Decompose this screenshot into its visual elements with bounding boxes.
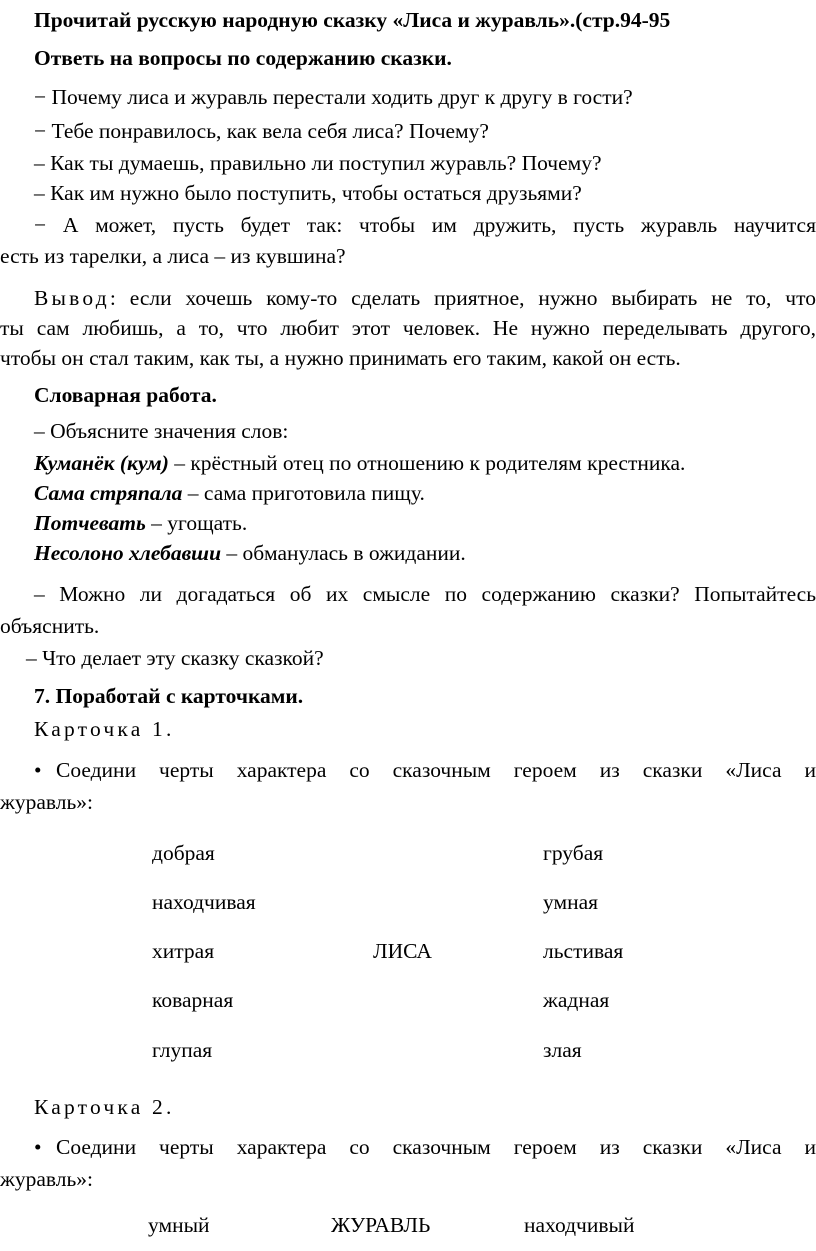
question-3: – Как ты думаешь, правильно ли поступил журавль? Почему?: [34, 151, 602, 175]
card-1-label: Карточка 1.: [34, 717, 175, 741]
vocab-intro: – Объясните значения слов:: [34, 419, 289, 443]
vocab-question-2: – Что делает эту сказку сказкой?: [26, 646, 324, 670]
question-5-continued: есть из тарелки, а лиса – из кувшина?: [0, 244, 346, 268]
card-1-trait-right: умная: [543, 890, 599, 914]
vocab-term: Несолоно хлебавши: [34, 541, 222, 565]
question-4: – Как им нужно было поступить, чтобы остаться друзьями?: [34, 181, 582, 205]
card-1-task-text: Соедини черты характера со сказочным героем из сказки «Лиса и: [56, 758, 816, 782]
card-2-trait-right: находчивый: [524, 1213, 635, 1237]
conclusion-label: Вывод: [34, 286, 110, 310]
card-1-trait-right: льстивая: [543, 939, 624, 963]
question-2: − Тебе понравилось, как вела себя лиса? Почему?: [34, 119, 489, 143]
card-1-task: [34, 760, 816, 782]
vocab-item: [34, 543, 466, 565]
question-1: − Почему лиса и журавль перестали ходить друг к другу в гости?: [34, 85, 633, 109]
card-1-trait-right: злая: [543, 1038, 582, 1062]
bullet-icon: •: [34, 758, 42, 782]
bullet-icon: •: [34, 1135, 42, 1159]
conclusion-text-1: : если хочешь кому-то сделать приятное, нужно выбирать не то, что: [109, 286, 816, 310]
card-2-task-continued: журавль»:: [0, 1167, 94, 1191]
card-1-trait-left: глупая: [152, 1038, 213, 1062]
page-title: Прочитай русскую народную сказку «Лиса и журавль».(стр.94-95: [34, 8, 671, 32]
conclusion-line-1: [34, 288, 816, 310]
vocab-item: [34, 513, 247, 535]
card-1-trait-left: находчивая: [152, 890, 256, 914]
vocab-item: [34, 453, 685, 475]
card-1-hero: ЛИСА: [373, 939, 432, 963]
vocab-definition: – обманулась в ожидании.: [221, 541, 466, 565]
vocab-definition: – крёстный отец по отношению к родителям крестника.: [168, 451, 686, 475]
card-1-trait-left: добрая: [152, 841, 215, 865]
vocab-term: Сама стряпала: [34, 481, 183, 505]
conclusion-line-2: ты сам любишь, а то, что любит этот человек. Не нужно переделывать другого,: [0, 316, 816, 340]
vocab-definition: – сама приготовила пищу.: [182, 481, 425, 505]
card-1-trait-right: грубая: [543, 841, 604, 865]
vocab-question-1: – Можно ли догадаться об их смысле по содержанию сказки? Попытайтесь: [34, 582, 816, 606]
question-5: − А может, пусть будет так: чтобы им дружить, пусть журавль научится: [34, 213, 816, 237]
card-2-task-text: Соедини черты характера со сказочным героем из сказки «Лиса и: [56, 1135, 816, 1159]
vocab-heading: Словарная работа.: [34, 383, 217, 407]
card-2-label: Карточка 2.: [34, 1095, 175, 1119]
card-2-task: [34, 1137, 816, 1159]
card-1-task-continued: журавль»:: [0, 790, 94, 814]
questions-heading: Ответь на вопросы по содержанию сказки.: [34, 46, 452, 70]
vocab-question-1-continued: объяснить.: [0, 614, 100, 638]
card-1-trait-right: жадная: [543, 988, 610, 1012]
card-2-trait-left: умный: [148, 1213, 210, 1237]
vocab-item: [34, 483, 425, 505]
vocab-definition: – угощать.: [145, 511, 248, 535]
card-1-trait-left: коварная: [152, 988, 234, 1012]
vocab-term: Потчевать: [34, 511, 146, 535]
vocab-term: Куманёк (кум): [34, 451, 169, 475]
card-1-trait-left: хитрая: [152, 939, 215, 963]
conclusion-line-3: чтобы он стал таким, как ты, а нужно принимать его таким, какой он есть.: [0, 346, 681, 370]
cards-heading: 7. Поработай с карточками.: [34, 684, 304, 708]
card-2-hero: ЖУРАВЛЬ: [331, 1213, 431, 1237]
